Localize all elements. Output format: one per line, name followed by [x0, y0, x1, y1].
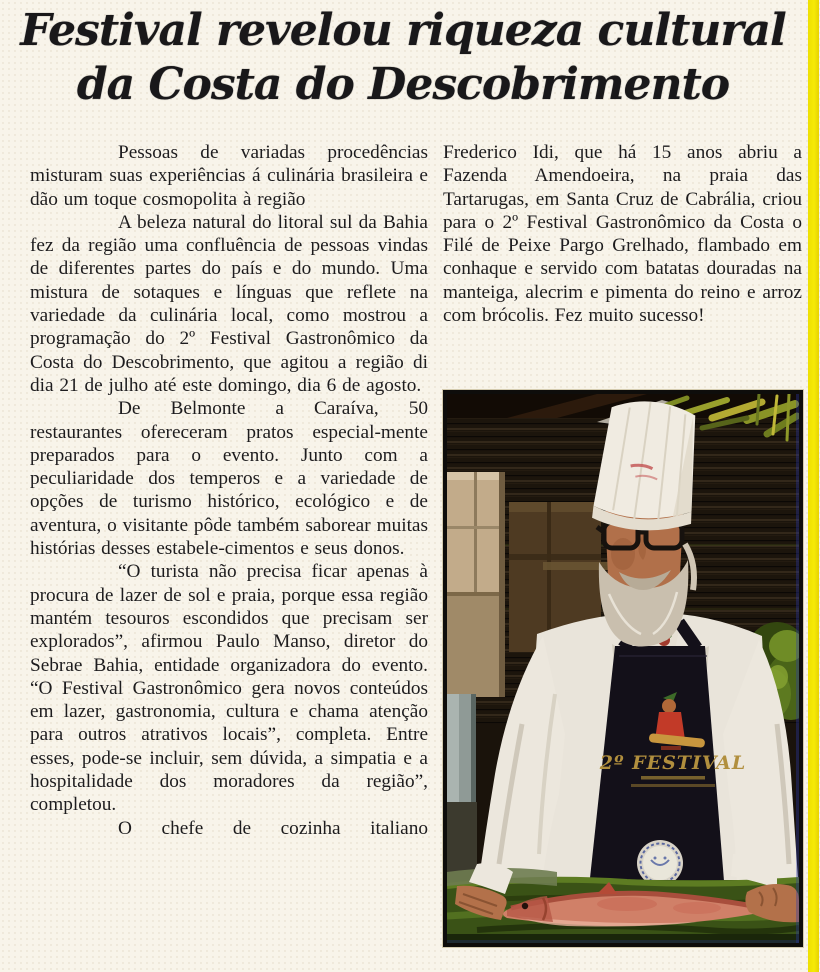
paragraph-1: Pessoas de variadas procedências misturam suas experiências á culinária brasileira e dão um toque cosmopolita à região: [30, 142, 428, 210]
paragraph-4: “O turista não precisa ficar apenas à procura de lazer de sol e praia, porque essa região mantém tesouros escondidos que precisam ser explorados”, afirmou Paulo Manso, diretor do Sebrae Bahia, entidade organizadora do evento. “O Festival Gastronômico gera novos conteúdos em lazer, gastronomia, cultura e chama atenção para outros atrativos locais”, completa. Entre esses, pode-se incluir, sem dúvida, a simpatia e a hospitalidade dos moradores da região”, completou.: [30, 561, 428, 816]
chef-photo-illustration: [447, 394, 799, 943]
paragraph-2: A beleza natural do litoral sul da Bahia fez da região uma confluência de pessoas vindas de diferentes partes do país e do mundo. Uma mistura de sotaques e línguas que reflete na variedade da culinária local, como mostrou a programação do 2º Festival Gastronômico da Costa do Descobrimento, que agitou a região di dia 21 de julho até este domingo, dia 6 de agosto.: [30, 211, 428, 396]
cabinet: [447, 472, 505, 697]
page-edge-stripe: [808, 0, 819, 972]
article-headline: [0, 4, 806, 112]
paragraph-5: O chefe de cozinha italiano: [118, 817, 428, 839]
fridge-sliver: [447, 694, 477, 882]
apron-logo-text: 2º FESTIVAL: [599, 752, 747, 774]
paragraph-6: Frederico Idi, que há 15 anos abriu a Fazenda Amendoeira, na praia das Tartarugas, em Santa Cruz de Cabrália, criou para o 2º Festival Gastronômico da Costa o Filé de Peixe Pargo Grelhado, flambado em conhaque e servido com batatas douradas na manteiga, alecrim e pimenta do reino e arroz com brócolis. Fez muito sucesso!: [443, 142, 802, 327]
article-column-right: [443, 141, 802, 327]
plate-badge: [637, 840, 683, 886]
article-photo: [443, 390, 803, 947]
headline-line-2: da Costa do Descobrimento: [76, 59, 730, 110]
article-column-left: [30, 141, 428, 840]
headline-line-1: Festival revelou riqueza cultural: [20, 5, 786, 56]
paragraph-3: De Belmonte a Caraíva, 50 restaurantes ofereceram pratos especial-mente preparados para o evento. Junto com a peculiaridade dos temperos e a variedade de opções de turismo histórico, ecológico e de aventura, o visitante pôde também saborear muitas histórias desses estabele-cimentos e seus donos.: [30, 398, 428, 560]
